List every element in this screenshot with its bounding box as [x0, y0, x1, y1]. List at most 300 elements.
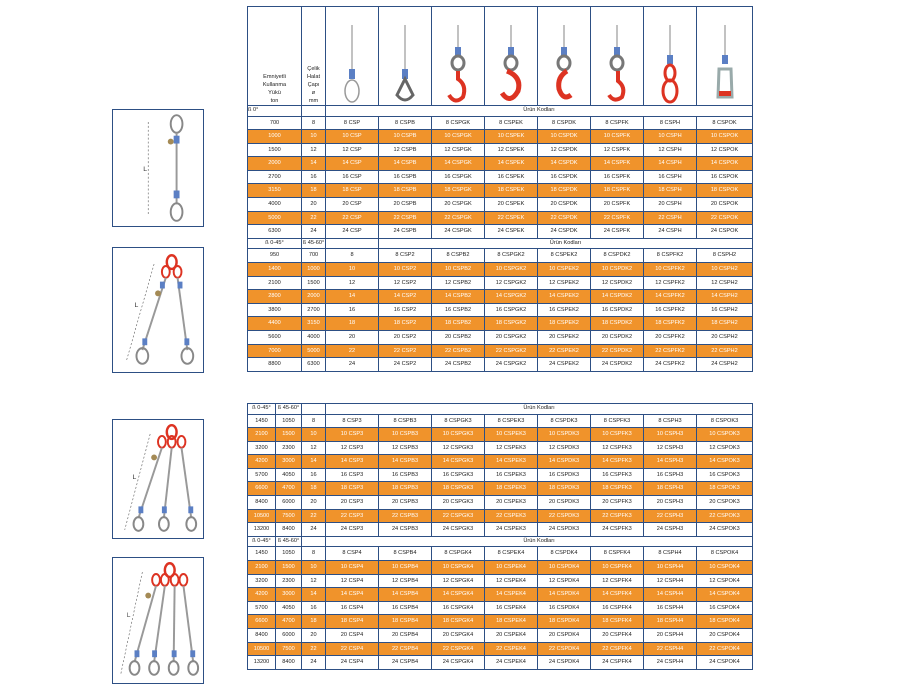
two-leg-sling-diagram	[112, 247, 204, 373]
product-code-cell: 12 CSPDK2	[591, 276, 644, 290]
product-code-cell: 12 CSPEK	[485, 143, 538, 157]
product-code-cell: 20 CSPFK3	[591, 496, 644, 510]
product-code-cell: 12 CSPGK2	[485, 276, 538, 290]
load-cell: 6300	[248, 225, 302, 239]
blank-cell	[302, 106, 326, 117]
product-code-cell: 22 CSPDK2	[591, 344, 644, 358]
rope-diameter-cell: 14	[302, 455, 326, 469]
product-code-cell: 10 CSPGK2	[485, 262, 538, 276]
product-code-cell: 20 CSPDK3	[538, 496, 591, 510]
rope-diameter-cell: 18	[302, 482, 326, 496]
product-code-cell: 18 CSPEK2	[538, 317, 591, 331]
product-code-cell: 20 CSP3	[326, 496, 379, 510]
rope-diameter-cell: 16	[302, 601, 326, 615]
load-cell: 8800	[248, 358, 302, 372]
product-code-cell: 22 CSPB	[379, 211, 432, 225]
product-code-cell: 20 CSPDK	[538, 198, 591, 212]
load-cell: 2000	[302, 290, 326, 304]
table-row	[248, 468, 753, 482]
rope-diameter-cell: 10	[302, 560, 326, 574]
product-code-cell: 10 CSPDK2	[591, 262, 644, 276]
product-code-cell: 22 CSPGK2	[485, 344, 538, 358]
master-link-icon	[655, 25, 685, 105]
product-code-cell: 22 CSPFK4	[591, 642, 644, 656]
product-code-cell: 22 CSPDK3	[538, 509, 591, 523]
product-code-cell: 20 CSPFK4	[591, 628, 644, 642]
product-code-cell: 8 CSPOK	[697, 116, 753, 130]
product-code-cell: 16 CSPH	[644, 170, 697, 184]
load-cell: 1500	[248, 143, 302, 157]
blank-cell	[302, 404, 326, 415]
product-code-cell: 18 CSPOK	[697, 184, 753, 198]
rope-diameter-cell: 12	[302, 574, 326, 588]
load-cell: 6600	[248, 615, 276, 629]
product-code-cell: 20 CSPDK4	[538, 628, 591, 642]
load-cell: 13200	[248, 523, 276, 537]
product-code-cell: 20 CSPOK4	[697, 628, 753, 642]
product-code-cell: 14 CSPFK2	[644, 290, 697, 304]
product-code-cell: 16 CSPOK4	[697, 601, 753, 615]
product-code-cell: 12 CSPB3	[379, 441, 432, 455]
sling-spec-table-upper	[247, 6, 753, 372]
table-row	[248, 262, 753, 276]
product-cell	[644, 7, 697, 106]
table-row	[248, 358, 753, 372]
product-cell	[485, 7, 538, 106]
product-code-cell: 14 CSPFK	[591, 157, 644, 171]
product-code-cell: 14 CSPOK	[697, 157, 753, 171]
product-codes-label: Ürün Kodları	[326, 404, 753, 415]
product-code-cell: 16 CSPGK2	[485, 303, 538, 317]
product-code-cell: 10 CSPB4	[379, 560, 432, 574]
product-code-cell: 16 CSP2	[379, 303, 432, 317]
load-cell: 2100	[248, 560, 276, 574]
product-code-cell: 14 CSPB2	[432, 290, 485, 304]
product-code-cell: 10 CSPDK4	[538, 560, 591, 574]
product-code-cell: 20 CSPOK	[697, 198, 753, 212]
product-code-cell: 8 CSPFK2	[644, 249, 697, 263]
product-code-cell: 20 CSPFK	[591, 198, 644, 212]
load-cell: 1400	[248, 262, 302, 276]
product-code-cell: 16 CSP	[326, 170, 379, 184]
rope-diameter-cell: 22	[302, 211, 326, 225]
product-code-cell: 24 CSPFK2	[644, 358, 697, 372]
table-row	[248, 588, 753, 602]
product-code-cell: 24 CSPH4	[644, 656, 697, 670]
product-code-cell: 14 CSPOK3	[697, 455, 753, 469]
product-code-cell: 24 CSPGK3	[432, 523, 485, 537]
product-code-cell: 18 CSPEK3	[485, 482, 538, 496]
header-line: Emniyetli	[263, 74, 286, 80]
product-code-cell: 16 CSPB	[379, 170, 432, 184]
product-code-cell: 24 CSPB3	[379, 523, 432, 537]
product-code-cell: 12 CSPEK2	[538, 276, 591, 290]
product-code-cell: 14 CSPB	[379, 157, 432, 171]
product-code-cell: 24 CSPEK	[485, 225, 538, 239]
rope-diameter-cell: 8	[302, 414, 326, 428]
product-code-cell: 8 CSPDK2	[591, 249, 644, 263]
product-code-cell: 10 CSPDK3	[538, 428, 591, 442]
length-label: L	[132, 474, 137, 481]
four-leg-sling-diagram	[112, 557, 204, 684]
header-line: ø	[311, 90, 316, 96]
table-row	[248, 225, 753, 239]
product-cell	[432, 7, 485, 106]
load-cell: 2000	[248, 157, 302, 171]
rope-diameter-cell: 14	[302, 157, 326, 171]
product-code-cell: 16 CSPB2	[432, 303, 485, 317]
header-line: Çelik	[307, 66, 320, 72]
product-code-cell: 16 CSPDK3	[538, 468, 591, 482]
product-code-cell: 14 CSPH	[644, 157, 697, 171]
product-code-cell: 22 CSPFK3	[591, 509, 644, 523]
product-code-cell: 20 CSP2	[379, 330, 432, 344]
load-cell: 2100	[248, 428, 276, 442]
product-code-cell: 14 CSPGK3	[432, 455, 485, 469]
load-cell: 1450	[248, 547, 276, 561]
product-code-cell: 10 CSP	[326, 130, 379, 144]
product-code-cell: 8 CSPH2	[697, 249, 753, 263]
product-code-cell: 24 CSPGK2	[485, 358, 538, 372]
product-code-cell: 24 CSPB4	[379, 656, 432, 670]
product-code-cell: 24 CSPDK3	[538, 523, 591, 537]
product-code-cell: 20 CSPH2	[697, 330, 753, 344]
table-row	[248, 330, 753, 344]
load-cell: 4000	[302, 330, 326, 344]
product-code-cell: 12 CSPFK	[591, 143, 644, 157]
table-row	[248, 249, 753, 263]
product-code-cell: 18 CSPFK3	[591, 482, 644, 496]
product-code-cell: 20 CSP4	[326, 628, 379, 642]
product-code-cell: 16 CSPOK	[697, 170, 753, 184]
rope-diameter-cell: 18	[302, 615, 326, 629]
length-label: L	[143, 165, 148, 173]
rope-diameter-cell: 20	[302, 628, 326, 642]
product-code-cell: 24 CSPEK2	[538, 358, 591, 372]
table-row	[248, 601, 753, 615]
product-code-cell: 8 CSPB2	[432, 249, 485, 263]
rope-diameter-cell: 16	[326, 303, 379, 317]
load-cell: 3000	[276, 455, 302, 469]
product-code-cell: 12 CSPEK3	[485, 441, 538, 455]
product-code-cell: 22 CSPB4	[379, 642, 432, 656]
product-code-cell: 8 CSPH3	[644, 414, 697, 428]
product-code-cell: 20 CSPB	[379, 198, 432, 212]
rope-diameter-cell: 16	[302, 170, 326, 184]
product-code-cell: 24 CSPDK	[538, 225, 591, 239]
product-code-cell: 20 CSPEK4	[485, 628, 538, 642]
product-code-cell: 14 CSPGK	[432, 157, 485, 171]
product-code-cell: 16 CSPFK2	[644, 303, 697, 317]
rope-diameter-cell: 8	[302, 116, 326, 130]
rope-diameter-cell: 22	[302, 509, 326, 523]
product-code-cell: 10 CSPH3	[644, 428, 697, 442]
product-code-cell: 18 CSPEK	[485, 184, 538, 198]
product-code-cell: 16 CSPDK4	[538, 601, 591, 615]
product-code-cell: 22 CSPDK4	[538, 642, 591, 656]
rope-diameter-cell: 18	[302, 184, 326, 198]
product-code-cell: 22 CSPEK2	[538, 344, 591, 358]
product-code-cell: 20 CSPB3	[379, 496, 432, 510]
product-code-cell: 18 CSPH	[644, 184, 697, 198]
product-code-cell: 16 CSPGK4	[432, 601, 485, 615]
rope-diameter-cell: 24	[302, 656, 326, 670]
section-header-row	[248, 238, 753, 249]
product-code-cell: 12 CSP3	[326, 441, 379, 455]
product-code-cell: 18 CSPB2	[432, 317, 485, 331]
product-code-cell: 8 CSP4	[326, 547, 379, 561]
rope-diameter-cell: 20	[302, 496, 326, 510]
product-code-cell: 24 CSPB	[379, 225, 432, 239]
product-code-cell: 24 CSP	[326, 225, 379, 239]
section-header-row	[248, 106, 753, 117]
product-code-cell: 8 CSPGK4	[432, 547, 485, 561]
blank-cell	[326, 238, 379, 249]
product-code-cell: 12 CSPDK4	[538, 574, 591, 588]
table-row	[248, 344, 753, 358]
rope-diameter-cell: 20	[302, 198, 326, 212]
product-code-cell: 20 CSPH4	[644, 628, 697, 642]
product-code-cell: 16 CSPH4	[644, 601, 697, 615]
table-row	[248, 496, 753, 510]
product-code-cell: 18 CSPGK	[432, 184, 485, 198]
angle-label-a: ß 0-45°	[248, 238, 302, 249]
load-cell: 5000	[302, 344, 326, 358]
product-code-cell: 10 CSPEK2	[538, 262, 591, 276]
load-cell: 13200	[248, 656, 276, 670]
rope-diameter-cell: 12	[302, 143, 326, 157]
product-code-cell: 8 CSPH	[644, 116, 697, 130]
product-codes-label: Ürün Kodları	[326, 106, 753, 117]
load-cell: 8400	[276, 656, 302, 670]
load-cell: 3150	[248, 184, 302, 198]
product-image-row	[248, 7, 753, 106]
product-code-cell: 18 CSP4	[326, 615, 379, 629]
table-row	[248, 482, 753, 496]
load-cell: 4700	[276, 482, 302, 496]
rope-diameter-cell: 22	[302, 642, 326, 656]
product-code-cell: 14 CSPDK	[538, 157, 591, 171]
product-code-cell: 20 CSPEK3	[485, 496, 538, 510]
product-code-cell: 14 CSPB3	[379, 455, 432, 469]
product-code-cell: 10 CSPFK	[591, 130, 644, 144]
load-cell: 7500	[276, 509, 302, 523]
product-code-cell: 18 CSPB4	[379, 615, 432, 629]
product-code-cell: 14 CSP	[326, 157, 379, 171]
load-cell: 4050	[276, 601, 302, 615]
header-line: Halat	[306, 74, 321, 80]
length-label: L	[126, 612, 131, 620]
table-row	[248, 574, 753, 588]
product-code-cell: 24 CSPGK	[432, 225, 485, 239]
product-code-cell: 14 CSPGK2	[485, 290, 538, 304]
product-code-cell: 14 CSP2	[379, 290, 432, 304]
load-cell: 700	[302, 249, 326, 263]
load-cell: 6000	[276, 496, 302, 510]
load-cell: 8400	[276, 523, 302, 537]
rope-diameter-cell: 10	[326, 262, 379, 276]
product-code-cell: 8 CSPEK	[485, 116, 538, 130]
product-code-cell: 10 CSPH	[644, 130, 697, 144]
product-code-cell: 10 CSPB	[379, 130, 432, 144]
product-code-cell: 8 CSPFK	[591, 116, 644, 130]
load-cell: 4400	[248, 317, 302, 331]
load-cell: 3800	[248, 303, 302, 317]
product-cell	[379, 7, 432, 106]
product-code-cell: 10 CSPOK3	[697, 428, 753, 442]
header-line: Çapı	[307, 82, 320, 88]
product-code-cell: 24 CSPGK4	[432, 656, 485, 670]
rope-diameter-cell: 12	[302, 441, 326, 455]
load-cell: 7000	[248, 344, 302, 358]
load-cell: 2700	[248, 170, 302, 184]
product-code-cell: 12 CSP4	[326, 574, 379, 588]
product-code-cell: 24 CSP2	[379, 358, 432, 372]
load-cell: 5600	[248, 330, 302, 344]
product-code-cell: 12 CSPH2	[697, 276, 753, 290]
product-code-cell: 10 CSPOK4	[697, 560, 753, 574]
product-code-cell: 16 CSPDK	[538, 170, 591, 184]
product-code-cell: 22 CSPGK	[432, 211, 485, 225]
product-code-cell: 16 CSPB4	[379, 601, 432, 615]
product-code-cell: 24 CSPOK4	[697, 656, 753, 670]
product-code-cell: 22 CSPEK	[485, 211, 538, 225]
product-code-cell: 10 CSPH2	[697, 262, 753, 276]
load-cell: 7500	[276, 642, 302, 656]
product-code-cell: 14 CSPEK4	[485, 588, 538, 602]
product-code-cell: 24 CSPOK3	[697, 523, 753, 537]
product-code-cell: 14 CSPB4	[379, 588, 432, 602]
product-codes-label: Ürün Kodları	[326, 536, 753, 547]
product-code-cell: 10 CSPEK3	[485, 428, 538, 442]
table-row	[248, 143, 753, 157]
rope-diameter-cell: 14	[326, 290, 379, 304]
product-code-cell: 14 CSPEK	[485, 157, 538, 171]
product-code-cell: 22 CSPGK3	[432, 509, 485, 523]
sling-spec-table-lower	[247, 403, 753, 670]
product-code-cell: 24 CSP3	[326, 523, 379, 537]
load-cell: 10500	[248, 509, 276, 523]
product-code-cell: 22 CSPEK4	[485, 642, 538, 656]
product-code-cell: 12 CSPFK4	[591, 574, 644, 588]
product-code-cell: 10 CSPFK4	[591, 560, 644, 574]
product-code-cell: 8 CSP3	[326, 414, 379, 428]
product-code-cell: 20 CSPEK2	[538, 330, 591, 344]
product-code-cell: 10 CSP2	[379, 262, 432, 276]
rope-diameter-cell: 12	[326, 276, 379, 290]
load-cell: 1500	[276, 428, 302, 442]
product-code-cell: 16 CSPEK4	[485, 601, 538, 615]
rope-diameter-cell: 16	[302, 468, 326, 482]
table-row	[248, 656, 753, 670]
product-code-cell: 12 CSPH4	[644, 574, 697, 588]
product-code-cell: 10 CSPEK4	[485, 560, 538, 574]
product-code-cell: 16 CSPFK4	[591, 601, 644, 615]
load-header	[248, 7, 302, 106]
product-code-cell: 8 CSPEK4	[485, 547, 538, 561]
load-cell: 4050	[276, 468, 302, 482]
product-code-cell: 8 CSPEK2	[538, 249, 591, 263]
product-code-cell: 8 CSPB	[379, 116, 432, 130]
load-cell: 2300	[276, 574, 302, 588]
load-cell: 1450	[248, 414, 276, 428]
load-cell: 3000	[276, 588, 302, 602]
product-code-cell: 18 CSPFK4	[591, 615, 644, 629]
single-leg-sling-diagram	[112, 109, 204, 227]
three-leg-sling-diagram	[112, 419, 204, 539]
product-code-cell: 8 CSPEK3	[485, 414, 538, 428]
product-code-cell: 18 CSPDK2	[591, 317, 644, 331]
rope-diameter-cell: 14	[302, 588, 326, 602]
product-code-cell: 12 CSPOK3	[697, 441, 753, 455]
table-row	[248, 116, 753, 130]
product-code-cell: 10 CSPGK3	[432, 428, 485, 442]
product-code-cell: 20 CSPDK2	[591, 330, 644, 344]
product-code-cell: 8 CSPGK3	[432, 414, 485, 428]
product-code-cell: 18 CSP3	[326, 482, 379, 496]
product-code-cell: 24 CSPB2	[432, 358, 485, 372]
product-code-cell: 18 CSP	[326, 184, 379, 198]
product-code-cell: 12 CSP	[326, 143, 379, 157]
product-code-cell: 14 CSPEK2	[538, 290, 591, 304]
product-code-cell: 18 CSPOK3	[697, 482, 753, 496]
product-code-cell: 16 CSPH3	[644, 468, 697, 482]
length-label: L	[134, 302, 139, 310]
product-code-cell: 8 CSPB3	[379, 414, 432, 428]
product-code-cell: 16 CSPH2	[697, 303, 753, 317]
table-row	[248, 414, 753, 428]
table-row	[248, 198, 753, 212]
product-code-cell: 18 CSPH2	[697, 317, 753, 331]
product-code-cell: 18 CSP2	[379, 317, 432, 331]
rope-diameter-cell: 8	[326, 249, 379, 263]
product-code-cell: 14 CSPH4	[644, 588, 697, 602]
product-code-cell: 22 CSPB2	[432, 344, 485, 358]
product-code-cell: 14 CSP3	[326, 455, 379, 469]
angle-label-b: ß 45-60°	[276, 536, 302, 547]
product-code-cell: 24 CSPDK4	[538, 656, 591, 670]
table-row	[248, 290, 753, 304]
table-row	[248, 628, 753, 642]
load-cell: 1050	[276, 547, 302, 561]
load-cell: 5700	[248, 601, 276, 615]
product-code-cell: 14 CSPOK4	[697, 588, 753, 602]
clevis-hook-icon	[549, 25, 579, 105]
rope-diameter-cell: 20	[326, 330, 379, 344]
product-code-cell: 18 CSPDK4	[538, 615, 591, 629]
product-code-cell: 16 CSPGK3	[432, 468, 485, 482]
table-row	[248, 441, 753, 455]
angle-label-a: ß 0-45°	[248, 536, 276, 547]
product-code-cell: 8 CSPOK4	[697, 547, 753, 561]
product-code-cell: 12 CSPGK4	[432, 574, 485, 588]
product-cell	[591, 7, 644, 106]
load-cell: 6300	[302, 358, 326, 372]
product-code-cell: 14 CSPDK2	[591, 290, 644, 304]
product-code-cell: 24 CSPH2	[697, 358, 753, 372]
product-code-cell: 18 CSPH3	[644, 482, 697, 496]
rope-diameter-cell: 18	[326, 317, 379, 331]
product-code-cell: 18 CSPGK2	[485, 317, 538, 331]
product-code-cell: 12 CSPGK3	[432, 441, 485, 455]
product-code-cell: 22 CSP4	[326, 642, 379, 656]
product-code-cell: 20 CSPH3	[644, 496, 697, 510]
product-code-cell: 22 CSPDK	[538, 211, 591, 225]
product-code-cell: 18 CSPDK3	[538, 482, 591, 496]
load-cell: 3200	[248, 441, 276, 455]
product-code-cell: 22 CSPH4	[644, 642, 697, 656]
product-code-cell: 22 CSP	[326, 211, 379, 225]
